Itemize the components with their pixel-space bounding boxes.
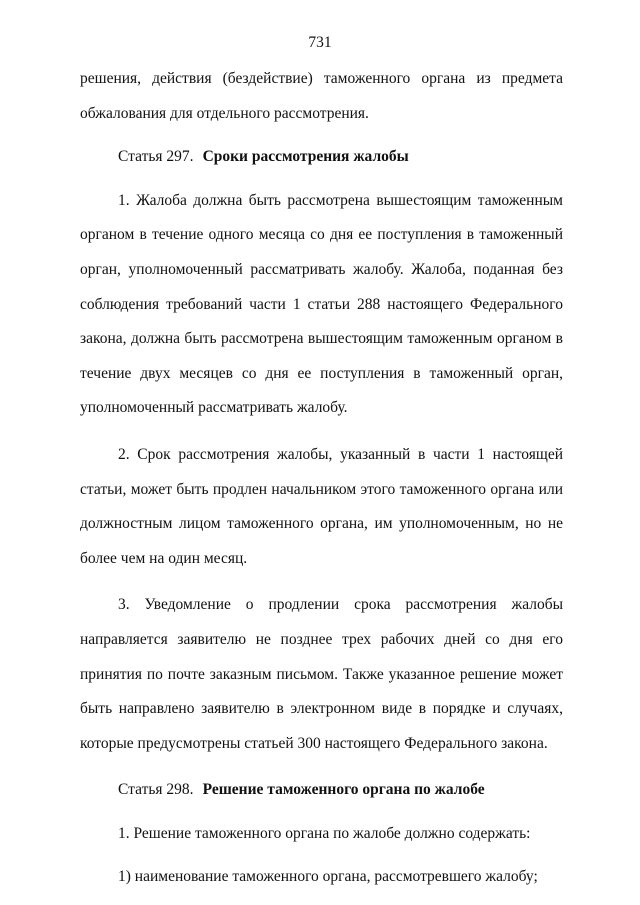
article-297-heading [80,140,563,175]
article-297-paragraph-2: 2. Срок рассмотрения жалобы, указанный в части 1 настоящей статьи, может быть продлен начальником этого таможенного органа или должностным лицом таможенного органа, им уполномоченным, но не более чем на один месяц. [80,445,563,567]
page-number: 731 [308,34,332,51]
intro-paragraph: решения, действия (бездействие) таможенного органа из предмета обжалования для отдельного рассмотрения. [80,70,563,122]
article-298-paragraph-1: 1. Решение таможенного органа по жалобе должно содержать: [118,824,531,842]
article-297-label: Статья 297. [118,148,194,166]
article-297-paragraph-1: 1. Жалоба должна быть рассмотрена вышестоящим таможенным органом в течение одного месяца со дня ее поступления в таможенный орган, уполномоченный рассматривать жалобу. Жалоба, поданная без соблюдения требований части 1 статьи 288 настоящего Федерального закона, должна быть рассмотрена вышестоящим таможенным органом в течение двух месяцев со дня ее поступления в таможенный орган, уполномоченный рассматривать жалобу. [80,191,563,417]
article-297-paragraph-3: 3. Уведомление о продлении срока рассмотрения жалобы направляется заявителю не позднее трех рабочих дней со дня его принятия по почте заказным письмом. Также указанное решение может быть направлено заявителю в электронном виде в порядке и случаях, которые предусмотрены статьей 300 настоящего Федерального закона. [80,596,563,752]
article-298-label: Статья 298. [118,781,194,799]
article-298-list-item-1: 1) наименование таможенного органа, рассмотревшего жалобу; [118,868,538,886]
article-297-title: Сроки рассмотрения жалобы [202,148,409,166]
article-298-heading [80,773,563,808]
document-body [80,62,563,895]
article-298-title: Решение таможенного органа по жалобе [202,781,485,799]
